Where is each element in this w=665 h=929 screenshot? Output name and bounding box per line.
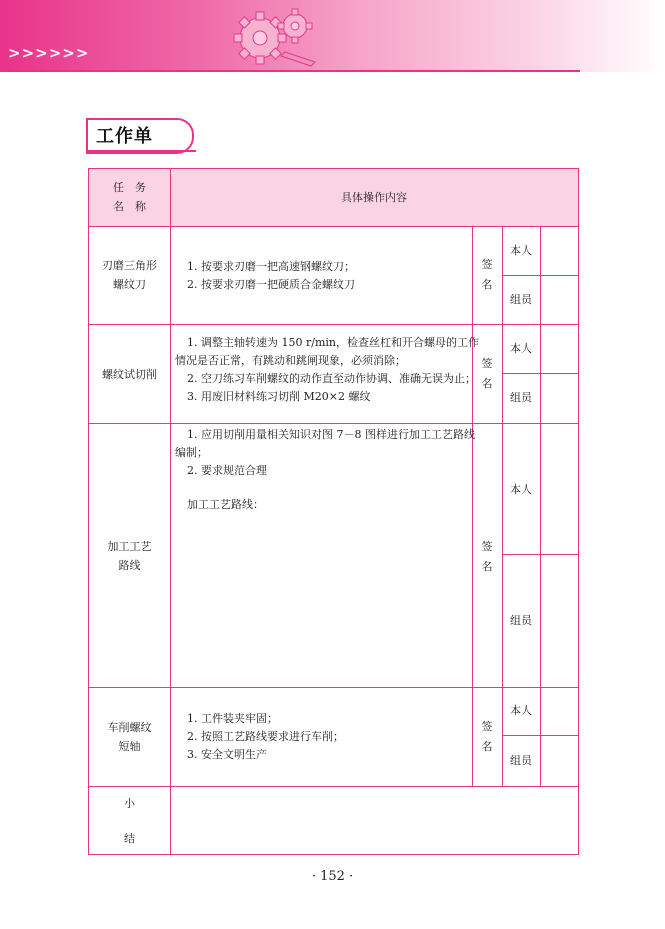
column-divider — [472, 226, 473, 786]
team-signature-field[interactable] — [541, 736, 578, 786]
process-route-area[interactable] — [187, 517, 467, 682]
list-item: 2. 空刀练习车削螺纹的动作直至动作协调、准确无误为止； — [187, 372, 476, 385]
process-route-label: 加工工艺路线： — [187, 498, 264, 511]
list-item: 1. 应用切削用量相关知识对图 7－8 图样进行加工工艺路线 — [187, 428, 475, 441]
sign-label: 签 — [481, 540, 493, 553]
list-item: 2. 要求规范合理 — [187, 464, 267, 477]
banner-divider — [0, 70, 580, 72]
self-label: 本人 — [510, 244, 532, 257]
task-name: 螺纹刀 — [113, 278, 146, 291]
work-sheet-table — [88, 168, 579, 855]
self-signature-field[interactable] — [541, 688, 578, 735]
header-name-label-2: 名 称 — [113, 200, 146, 213]
page-number: · 152 · — [311, 869, 354, 884]
row-divider — [89, 687, 578, 688]
self-label: 本人 — [510, 483, 532, 496]
sign-label: 名 — [481, 377, 493, 390]
summary-label: 结 — [124, 832, 135, 845]
list-item: 1. 按要求刃磨一把高速钢螺纹刀； — [187, 260, 355, 273]
row-divider — [89, 423, 578, 424]
section-title — [86, 118, 201, 152]
self-label: 本人 — [510, 704, 532, 717]
list-item: 3. 安全文明生产 — [187, 748, 267, 761]
header-content-label: 具体操作内容 — [341, 191, 407, 204]
sign-label: 签 — [481, 720, 493, 733]
self-signature-field[interactable] — [541, 325, 578, 373]
list-item: 3. 用废旧材料练习切削 M20×2 螺纹 — [187, 390, 371, 403]
list-item: 2. 按要求刃磨一把硬质合金螺纹刀 — [187, 278, 355, 291]
sign-label: 签 — [481, 357, 493, 370]
header-task-label: 任 务 — [113, 181, 146, 194]
task-name: 车削螺纹 — [107, 721, 152, 734]
list-item: 1. 调整主轴转速为 150 r/min，检查丝杠和开合螺母的工作 — [187, 336, 479, 349]
row-divider — [89, 324, 578, 325]
task-name: 加工工艺 — [107, 540, 152, 553]
list-item: 情况是否正常，有跳动和跳闸现象，必须消除； — [175, 354, 406, 367]
summary-label: 小 — [124, 797, 135, 810]
list-item: 1. 工件装夹牢固； — [187, 712, 278, 725]
list-item: 2. 按照工艺路线要求进行车削； — [187, 730, 344, 743]
self-signature-field[interactable] — [541, 424, 578, 554]
team-label: 组员 — [510, 293, 532, 306]
title-underline — [86, 150, 196, 152]
task-name: 刃磨三角形 — [102, 259, 157, 272]
list-item: 编制； — [175, 446, 208, 459]
team-label: 组员 — [510, 391, 532, 404]
task-name: 短轴 — [118, 740, 141, 753]
team-signature-field[interactable] — [541, 276, 578, 324]
gears-icon — [215, 4, 335, 70]
team-signature-field[interactable] — [541, 374, 578, 423]
sign-label: 名 — [481, 278, 493, 291]
self-signature-field[interactable] — [541, 227, 578, 275]
task-name: 螺纹试切削 — [102, 368, 157, 381]
task-name: 路线 — [118, 559, 141, 572]
sign-label: 名 — [481, 740, 493, 753]
chevron-decoration: >>>>>> — [8, 44, 90, 62]
team-label: 组员 — [510, 614, 532, 627]
row-divider — [89, 226, 578, 227]
summary-field[interactable] — [171, 787, 578, 854]
sign-label: 名 — [481, 560, 493, 573]
page-title: 工作单 — [96, 126, 153, 147]
sign-label: 签 — [481, 258, 493, 271]
team-signature-field[interactable] — [541, 555, 578, 687]
team-label: 组员 — [510, 754, 532, 767]
self-label: 本人 — [510, 342, 532, 355]
column-divider — [170, 169, 171, 854]
